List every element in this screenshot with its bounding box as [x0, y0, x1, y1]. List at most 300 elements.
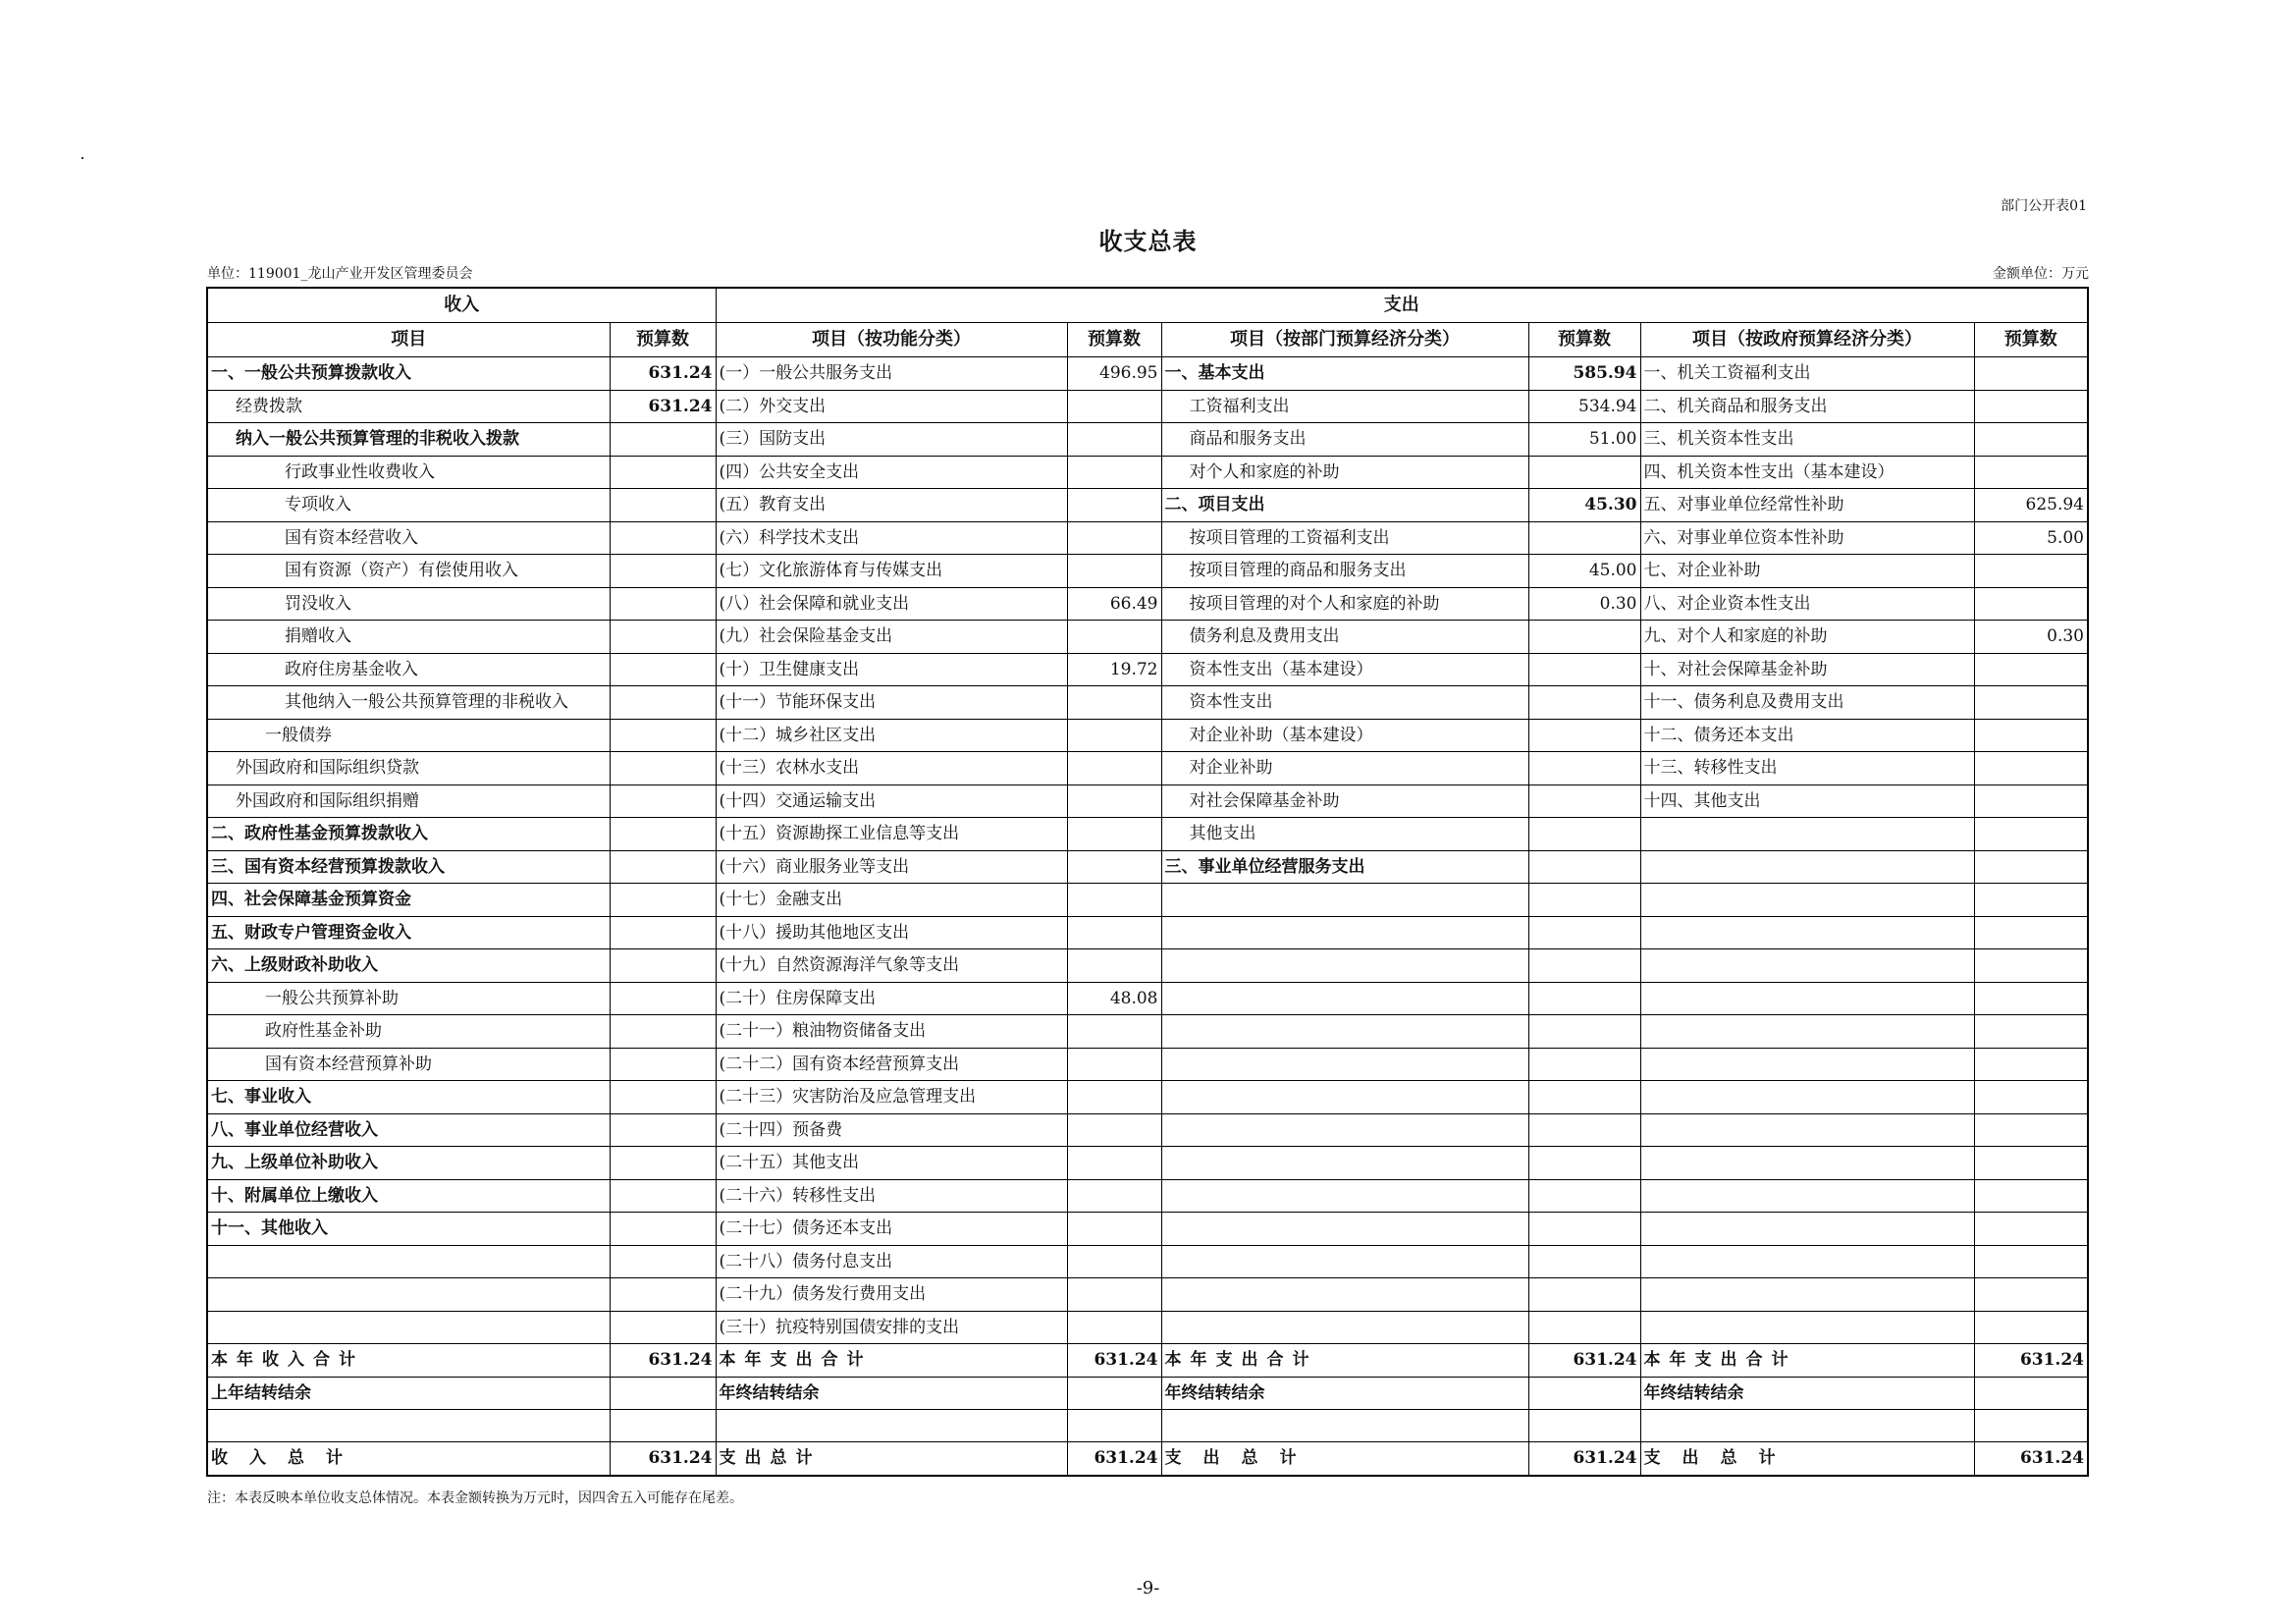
table-row	[207, 719, 2088, 752]
func-budget	[1067, 916, 1161, 949]
gov-budget	[1974, 784, 2088, 818]
dept-item: 其他支出	[1161, 818, 1528, 851]
income-budget	[610, 587, 716, 621]
income-budget	[610, 686, 716, 720]
func-item: (九）社会保险基金支出	[716, 621, 1067, 654]
table-row	[207, 1311, 2088, 1344]
func-budget	[1067, 1278, 1161, 1312]
dept-budget	[1528, 784, 1640, 818]
income-item: 其他纳入一般公共预算管理的非税收入	[207, 686, 610, 720]
dept-item: 资本性支出	[1161, 686, 1528, 720]
gov-budget	[1974, 555, 2088, 588]
func-budget	[1067, 784, 1161, 818]
empty-cell	[610, 1410, 716, 1442]
dept-budget	[1528, 521, 1640, 555]
dept-item: 工资福利支出	[1161, 390, 1528, 423]
gov-budget	[1974, 390, 2088, 423]
income-item: 纳入一般公共预算管理的非税收入拨款	[207, 423, 610, 457]
func-budget	[1067, 884, 1161, 917]
income-budget	[610, 555, 716, 588]
page-number: -9-	[1136, 1578, 1160, 1598]
dept-budget: 51.00	[1528, 423, 1640, 457]
func-item: (十六）商业服务业等支出	[716, 850, 1067, 884]
footnote: 注：本表反映本单位收支总体情况。本表金额转换为万元时，因四舍五入可能存在尾差。	[207, 1490, 743, 1506]
income-budget	[610, 916, 716, 949]
func-item: (六）科学技术支出	[716, 521, 1067, 555]
budget-summary-table	[206, 287, 2089, 1477]
gov-item	[1640, 1213, 1974, 1246]
year-expense-gov-value: 631.24	[1974, 1344, 2088, 1378]
table-row	[207, 1213, 2088, 1246]
income-item: 国有资源（资产）有偿使用收入	[207, 555, 610, 588]
dept-budget	[1528, 850, 1640, 884]
dept-budget	[1528, 1245, 1640, 1278]
empty-cell	[1067, 1410, 1161, 1442]
dept-budget: 45.00	[1528, 555, 1640, 588]
dept-budget	[1528, 982, 1640, 1015]
income-item: 五、财政专户管理资金收入	[207, 916, 610, 949]
func-item: (二十八）债务付息支出	[716, 1245, 1067, 1278]
gov-budget	[1974, 818, 2088, 851]
func-item: (七）文化旅游体育与传媒支出	[716, 555, 1067, 588]
table-row	[207, 1278, 2088, 1312]
gov-item: 六、对事业单位资本性补助	[1640, 521, 1974, 555]
func-budget	[1067, 1015, 1161, 1049]
gov-budget	[1974, 1048, 2088, 1081]
gov-budget	[1974, 1278, 2088, 1312]
header-budget: 预算数	[1974, 323, 2088, 357]
func-budget	[1067, 521, 1161, 555]
gov-budget	[1974, 1311, 2088, 1344]
gov-item: 十、对社会保障基金补助	[1640, 653, 1974, 686]
dept-budget	[1528, 1179, 1640, 1213]
func-budget: 496.95	[1067, 357, 1161, 391]
dept-item: 对个人和家庭的补助	[1161, 456, 1528, 489]
income-item: 经费拨款	[207, 390, 610, 423]
empty-cell	[1640, 1410, 1974, 1442]
table-body	[207, 357, 2088, 1344]
end-balance-label: 年终结转结余	[716, 1377, 1067, 1410]
dept-budget	[1528, 752, 1640, 785]
gov-budget	[1974, 653, 2088, 686]
table-row	[207, 818, 2088, 851]
income-budget	[610, 521, 716, 555]
gov-item	[1640, 884, 1974, 917]
gov-item	[1640, 916, 1974, 949]
func-budget	[1067, 1179, 1161, 1213]
income-item: 行政事业性收费收入	[207, 456, 610, 489]
table-row	[207, 1048, 2088, 1081]
income-budget: 631.24	[610, 357, 716, 391]
func-item: (十）卫生健康支出	[716, 653, 1067, 686]
dept-item: 债务利息及费用支出	[1161, 621, 1528, 654]
table-row	[207, 949, 2088, 983]
income-budget	[610, 1311, 716, 1344]
dept-item: 资本性支出（基本建设）	[1161, 653, 1528, 686]
func-budget	[1067, 1048, 1161, 1081]
dept-item	[1161, 1015, 1528, 1049]
year-expense-total-label: 本年支出合计	[716, 1344, 1067, 1378]
func-budget	[1067, 456, 1161, 489]
income-budget	[610, 1015, 716, 1049]
year-expense-total-label: 本年支出合计	[1161, 1344, 1528, 1378]
dept-item: 对企业补助	[1161, 752, 1528, 785]
gov-budget	[1974, 982, 2088, 1015]
year-expense-dept-value: 631.24	[1528, 1344, 1640, 1378]
income-budget	[610, 949, 716, 983]
gov-item	[1640, 1015, 1974, 1049]
header-expense: 支出	[716, 288, 2088, 323]
dept-item	[1161, 982, 1528, 1015]
dept-budget	[1528, 719, 1640, 752]
expense-grand-total-gov-value: 631.24	[1974, 1442, 2088, 1476]
func-budget	[1067, 1245, 1161, 1278]
gov-budget	[1974, 1081, 2088, 1114]
table-row	[207, 982, 2088, 1015]
func-budget	[1067, 1147, 1161, 1180]
gov-item	[1640, 1179, 1974, 1213]
gov-item	[1640, 850, 1974, 884]
func-budget	[1067, 555, 1161, 588]
income-item: 捐赠收入	[207, 621, 610, 654]
dept-item	[1161, 949, 1528, 983]
gov-item: 七、对企业补助	[1640, 555, 1974, 588]
func-budget	[1067, 949, 1161, 983]
dept-budget	[1528, 1081, 1640, 1114]
dept-item: 一、基本支出	[1161, 357, 1528, 391]
dept-item: 按项目管理的对个人和家庭的补助	[1161, 587, 1528, 621]
gov-budget	[1974, 850, 2088, 884]
header-gov-item: 项目（按政府预算经济分类）	[1640, 323, 1974, 357]
func-item: (十五）资源勘探工业信息等支出	[716, 818, 1067, 851]
end-balance-value	[1528, 1377, 1640, 1410]
income-budget	[610, 423, 716, 457]
dept-budget	[1528, 621, 1640, 654]
func-budget	[1067, 423, 1161, 457]
dept-budget	[1528, 1015, 1640, 1049]
func-item: (二）外交支出	[716, 390, 1067, 423]
table-row	[207, 1147, 2088, 1180]
income-item: 外国政府和国际组织贷款	[207, 752, 610, 785]
expense-grand-total-dept-value: 631.24	[1528, 1442, 1640, 1476]
dept-item	[1161, 1048, 1528, 1081]
gov-item: 五、对事业单位经常性补助	[1640, 489, 1974, 522]
empty-cell	[1528, 1410, 1640, 1442]
income-item: 政府住房基金收入	[207, 653, 610, 686]
scan-speck	[81, 157, 83, 159]
gov-budget	[1974, 1245, 2088, 1278]
table-row	[207, 752, 2088, 785]
gov-item	[1640, 1245, 1974, 1278]
func-budget	[1067, 686, 1161, 720]
func-budget	[1067, 1213, 1161, 1246]
header-budget: 预算数	[1528, 323, 1640, 357]
func-item: (一）一般公共服务支出	[716, 357, 1067, 391]
gov-item: 十三、转移性支出	[1640, 752, 1974, 785]
dept-budget: 585.94	[1528, 357, 1640, 391]
gov-budget	[1974, 1113, 2088, 1147]
income-budget	[610, 884, 716, 917]
gov-item: 三、机关资本性支出	[1640, 423, 1974, 457]
income-budget	[610, 653, 716, 686]
income-budget	[610, 1213, 716, 1246]
header-budget: 预算数	[1067, 323, 1161, 357]
table-row	[207, 555, 2088, 588]
income-item	[207, 1245, 610, 1278]
income-budget	[610, 850, 716, 884]
gov-budget	[1974, 1213, 2088, 1246]
gov-item: 十二、债务还本支出	[1640, 719, 1974, 752]
gov-item	[1640, 818, 1974, 851]
table-row	[207, 456, 2088, 489]
prev-balance-value	[610, 1377, 716, 1410]
dept-budget: 0.30	[1528, 587, 1640, 621]
expense-grand-total-label: 支出总计	[716, 1442, 1067, 1476]
gov-item: 一、机关工资福利支出	[1640, 357, 1974, 391]
dept-item: 商品和服务支出	[1161, 423, 1528, 457]
table-row	[207, 423, 2088, 457]
table-row	[207, 1245, 2088, 1278]
gov-budget	[1974, 587, 2088, 621]
gov-budget: 0.30	[1974, 621, 2088, 654]
dept-item	[1161, 1245, 1528, 1278]
year-income-total-label: 本年收入合计	[207, 1344, 610, 1378]
dept-item	[1161, 1081, 1528, 1114]
dept-budget: 45.30	[1528, 489, 1640, 522]
income-item: 一般债券	[207, 719, 610, 752]
dept-budget	[1528, 1213, 1640, 1246]
dept-budget	[1528, 1278, 1640, 1312]
expense-grand-total-label: 支出总计	[1640, 1442, 1974, 1476]
func-item: (十九）自然资源海洋气象等支出	[716, 949, 1067, 983]
gov-budget	[1974, 1015, 2088, 1049]
amount-unit-label: 金额单位：万元	[1993, 266, 2089, 282]
func-item: (十一）节能环保支出	[716, 686, 1067, 720]
income-item: 六、上级财政补助收入	[207, 949, 610, 983]
func-item: (五）教育支出	[716, 489, 1067, 522]
func-item: (二十七）债务还本支出	[716, 1213, 1067, 1246]
dept-item	[1161, 1179, 1528, 1213]
end-balance-value	[1974, 1377, 2088, 1410]
func-budget: 66.49	[1067, 587, 1161, 621]
table-row	[207, 916, 2088, 949]
income-item: 国有资本经营收入	[207, 521, 610, 555]
table-row	[207, 621, 2088, 654]
income-budget	[610, 784, 716, 818]
dept-item	[1161, 1147, 1528, 1180]
dept-item: 按项目管理的工资福利支出	[1161, 521, 1528, 555]
end-balance-label: 年终结转结余	[1161, 1377, 1528, 1410]
func-item: (二十九）债务发行费用支出	[716, 1278, 1067, 1312]
income-item: 四、社会保障基金预算资金	[207, 884, 610, 917]
dept-budget	[1528, 949, 1640, 983]
dept-item: 二、项目支出	[1161, 489, 1528, 522]
dept-item: 对企业补助（基本建设）	[1161, 719, 1528, 752]
func-budget	[1067, 1113, 1161, 1147]
func-budget	[1067, 390, 1161, 423]
table-row	[207, 1081, 2088, 1114]
year-income-total-value: 631.24	[610, 1344, 716, 1378]
gov-item	[1640, 1278, 1974, 1312]
gov-budget	[1974, 423, 2088, 457]
gov-item	[1640, 982, 1974, 1015]
income-budget	[610, 621, 716, 654]
gov-budget	[1974, 719, 2088, 752]
header-income: 收入	[207, 288, 716, 323]
unit-label: 单位：119001_龙山产业开发区管理委员会	[207, 266, 473, 282]
func-budget: 19.72	[1067, 653, 1161, 686]
gov-budget	[1974, 752, 2088, 785]
income-budget	[610, 1245, 716, 1278]
expense-grand-total-func-value: 631.24	[1067, 1442, 1161, 1476]
income-budget	[610, 1278, 716, 1312]
func-item: (三）国防支出	[716, 423, 1067, 457]
income-budget	[610, 1113, 716, 1147]
empty-cell	[207, 1410, 610, 1442]
table-row	[207, 357, 2088, 391]
table-row	[207, 850, 2088, 884]
dept-item	[1161, 1113, 1528, 1147]
end-balance-value	[1067, 1377, 1161, 1410]
func-item: (二十一）粮油物资储备支出	[716, 1015, 1067, 1049]
income-budget: 631.24	[610, 390, 716, 423]
header-budget: 预算数	[610, 323, 716, 357]
table-row	[207, 1015, 2088, 1049]
dept-budget	[1528, 653, 1640, 686]
dept-budget	[1528, 916, 1640, 949]
income-item: 八、事业单位经营收入	[207, 1113, 610, 1147]
gov-item	[1640, 949, 1974, 983]
income-budget	[610, 1048, 716, 1081]
table-row	[207, 1179, 2088, 1213]
func-budget	[1067, 719, 1161, 752]
dept-item	[1161, 1213, 1528, 1246]
func-budget	[1067, 850, 1161, 884]
empty-cell	[1161, 1410, 1528, 1442]
income-item	[207, 1311, 610, 1344]
income-budget	[610, 456, 716, 489]
empty-cell	[716, 1410, 1067, 1442]
dept-budget	[1528, 456, 1640, 489]
table-row	[207, 884, 2088, 917]
func-budget	[1067, 489, 1161, 522]
gov-item	[1640, 1147, 1974, 1180]
page-title: 收支总表	[1098, 227, 1198, 255]
gov-budget: 5.00	[1974, 521, 2088, 555]
gov-item: 十四、其他支出	[1640, 784, 1974, 818]
func-budget	[1067, 621, 1161, 654]
table-row	[207, 686, 2088, 720]
dept-item	[1161, 1311, 1528, 1344]
func-item: (四）公共安全支出	[716, 456, 1067, 489]
gov-budget	[1974, 949, 2088, 983]
income-item: 外国政府和国际组织捐赠	[207, 784, 610, 818]
year-expense-func-value: 631.24	[1067, 1344, 1161, 1378]
income-item: 二、政府性基金预算拨款收入	[207, 818, 610, 851]
dept-item	[1161, 916, 1528, 949]
func-item: (二十）住房保障支出	[716, 982, 1067, 1015]
dept-budget	[1528, 1113, 1640, 1147]
dept-budget	[1528, 1147, 1640, 1180]
income-item: 十、附属单位上缴收入	[207, 1179, 610, 1213]
table-row	[207, 489, 2088, 522]
income-item: 专项收入	[207, 489, 610, 522]
income-budget	[610, 1179, 716, 1213]
form-code: 部门公开表01	[2001, 198, 2087, 214]
func-item: (十八）援助其他地区支出	[716, 916, 1067, 949]
income-item: 三、国有资本经营预算拨款收入	[207, 850, 610, 884]
expense-grand-total-label: 支出总计	[1161, 1442, 1528, 1476]
gov-budget	[1974, 1179, 2088, 1213]
income-grand-total-label: 收入总计	[207, 1442, 610, 1476]
gov-item	[1640, 1311, 1974, 1344]
gov-budget	[1974, 1147, 2088, 1180]
func-item: (二十五）其他支出	[716, 1147, 1067, 1180]
gov-budget	[1974, 686, 2088, 720]
gov-item	[1640, 1081, 1974, 1114]
gov-item: 八、对企业资本性支出	[1640, 587, 1974, 621]
end-balance-label: 年终结转结余	[1640, 1377, 1974, 1410]
income-item: 政府性基金补助	[207, 1015, 610, 1049]
header-item: 项目	[207, 323, 610, 357]
func-item: (十二）城乡社区支出	[716, 719, 1067, 752]
table-totals	[207, 1344, 2088, 1476]
gov-item	[1640, 1048, 1974, 1081]
income-budget	[610, 752, 716, 785]
dept-item	[1161, 884, 1528, 917]
func-item: (十七）金融支出	[716, 884, 1067, 917]
income-item: 一般公共预算补助	[207, 982, 610, 1015]
func-budget	[1067, 1081, 1161, 1114]
income-item: 罚没收入	[207, 587, 610, 621]
gov-budget	[1974, 916, 2088, 949]
table-row	[207, 521, 2088, 555]
gov-item: 二、机关商品和服务支出	[1640, 390, 1974, 423]
func-item: (二十四）预备费	[716, 1113, 1067, 1147]
dept-budget	[1528, 1311, 1640, 1344]
dept-budget: 534.94	[1528, 390, 1640, 423]
gov-item: 十一、债务利息及费用支出	[1640, 686, 1974, 720]
header-dept-item: 项目（按部门预算经济分类）	[1161, 323, 1528, 357]
income-item: 一、一般公共预算拨款收入	[207, 357, 610, 391]
income-budget	[610, 489, 716, 522]
year-expense-total-label: 本年支出合计	[1640, 1344, 1974, 1378]
func-item: (十四）交通运输支出	[716, 784, 1067, 818]
income-budget	[610, 1081, 716, 1114]
table-row	[207, 784, 2088, 818]
income-item: 十一、其他收入	[207, 1213, 610, 1246]
func-budget: 48.08	[1067, 982, 1161, 1015]
dept-budget	[1528, 686, 1640, 720]
gov-budget	[1974, 884, 2088, 917]
prev-balance-label: 上年结转结余	[207, 1377, 610, 1410]
func-item: (二十三）灾害防治及应急管理支出	[716, 1081, 1067, 1114]
income-budget	[610, 719, 716, 752]
func-item: (三十）抗疫特别国债安排的支出	[716, 1311, 1067, 1344]
table-row	[207, 653, 2088, 686]
gov-item	[1640, 1113, 1974, 1147]
table-row	[207, 1113, 2088, 1147]
gov-budget	[1974, 456, 2088, 489]
gov-budget	[1974, 357, 2088, 391]
func-budget	[1067, 752, 1161, 785]
func-item: (八）社会保障和就业支出	[716, 587, 1067, 621]
func-budget	[1067, 818, 1161, 851]
dept-budget	[1528, 884, 1640, 917]
dept-item: 对社会保障基金补助	[1161, 784, 1528, 818]
dept-item	[1161, 1278, 1528, 1312]
table-row	[207, 587, 2088, 621]
